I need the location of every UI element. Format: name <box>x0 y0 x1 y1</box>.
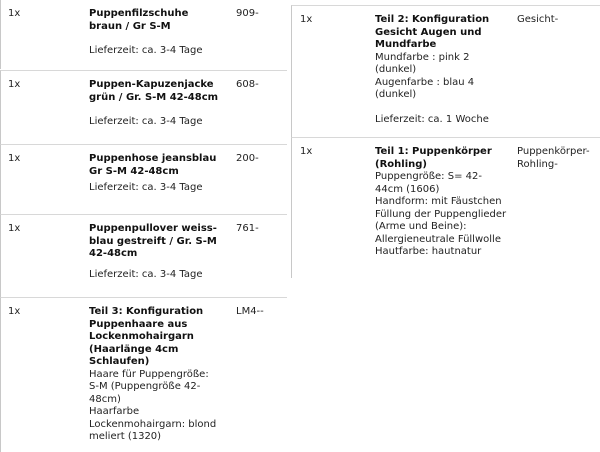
item-name-line: Teil 2: Konfiguration <box>375 14 490 25</box>
item-delivery-time: Lieferzeit: ca. 3-4 Tage <box>89 268 203 280</box>
item-description <box>375 146 510 259</box>
item-option-line: Haare für Puppengröße: <box>89 368 209 380</box>
item-option-line: (Arme und Beine): <box>375 221 467 232</box>
item-name-line: Gr S-M 42-48cm <box>89 165 179 177</box>
item-option-line: Mundfarbe : pink 2 <box>375 51 470 63</box>
item-quantity: 1x <box>8 79 21 90</box>
item-option-line: Haarfarbe <box>89 406 140 417</box>
item-option-line: (dunkel) <box>375 64 417 75</box>
item-name-line: (Haarlänge 4cm <box>89 343 179 355</box>
item-option-line: Hautfarbe: hautnatur <box>375 246 482 257</box>
item-option-line: 44cm (1606) <box>375 183 440 195</box>
item-option-line: Allergieneutrale Füllwolle <box>375 233 501 245</box>
item-sku: LM4-- <box>236 306 264 317</box>
item-option-line: Lockenmohairgarn: blond <box>89 418 217 430</box>
order-item-row <box>0 297 287 452</box>
item-name-line: Gesicht Augen und <box>375 26 482 38</box>
item-description <box>89 153 229 195</box>
item-quantity: 1x <box>300 146 313 157</box>
item-quantity: 1x <box>8 223 21 234</box>
item-description <box>89 306 229 444</box>
item-sku: 608- <box>236 79 259 90</box>
order-item-row <box>0 214 287 297</box>
order-item-row <box>291 137 600 278</box>
item-sku: 200- <box>236 153 259 164</box>
item-name-line: braun / Gr S-M <box>89 20 171 32</box>
item-quantity: 1x <box>8 153 21 164</box>
item-option-line: meliert (1320) <box>89 431 162 442</box>
item-description <box>89 8 229 58</box>
item-name-line: Puppenfilzschuhe <box>89 8 189 19</box>
item-option-line: Augenfarbe : blau 4 <box>375 76 475 88</box>
item-delivery-time: Lieferzeit: ca. 3-4 Tage <box>89 182 203 193</box>
item-name-line: Mundfarbe <box>375 39 437 50</box>
item-name-line: Teil 1: Puppenkörper <box>375 146 492 157</box>
item-option-line: (dunkel) <box>375 89 417 100</box>
item-delivery-time: Lieferzeit: ca. 1 Woche <box>375 113 489 125</box>
item-delivery-time: Lieferzeit: ca. 3-4 Tage <box>89 116 203 127</box>
item-option-line: Füllung der Puppenglieder <box>375 208 507 220</box>
item-description <box>375 14 510 126</box>
order-item-row <box>0 70 287 144</box>
item-name-line: Puppenpullover weiss- <box>89 223 217 234</box>
item-sku: Puppenkörper- Rohling- <box>517 146 590 170</box>
item-delivery-time: Lieferzeit: ca. 3-4 Tage <box>89 45 203 56</box>
order-item-row <box>0 144 287 214</box>
item-name-line: Lockenmohairgarn <box>89 331 194 342</box>
order-item-row <box>291 5 600 137</box>
item-sku: 909- <box>236 8 259 19</box>
item-name-line: blau gestreift / Gr. S-M <box>89 235 217 247</box>
item-name-line: Teil 3: Konfiguration <box>89 306 204 317</box>
item-quantity: 1x <box>8 8 21 19</box>
order-item-row <box>0 0 287 69</box>
item-sku: Gesicht- <box>517 14 559 25</box>
item-option-line: Puppengröße: S= 42- <box>375 171 482 182</box>
item-name-line: Puppenhaare aus <box>89 318 188 330</box>
item-option-line: 48cm) <box>89 393 121 405</box>
item-description <box>89 223 229 281</box>
item-option-line: S-M (Puppengröße 42- <box>89 381 201 392</box>
item-name-line: Schlaufen) <box>89 356 150 367</box>
item-quantity: 1x <box>8 306 21 317</box>
item-option-line: Handform: mit Fäustchen <box>375 196 502 207</box>
item-sku: 761- <box>236 223 259 234</box>
item-name-line: Puppen-Kapuzenjacke <box>89 79 214 90</box>
item-name-line: grün / Gr. S-M 42-48cm <box>89 91 219 103</box>
item-description <box>89 79 229 129</box>
item-name-line: Puppenhose jeansblau <box>89 153 217 164</box>
item-name-line: 42-48cm <box>89 248 138 259</box>
item-quantity: 1x <box>300 14 313 25</box>
item-name-line: (Rohling) <box>375 158 427 170</box>
